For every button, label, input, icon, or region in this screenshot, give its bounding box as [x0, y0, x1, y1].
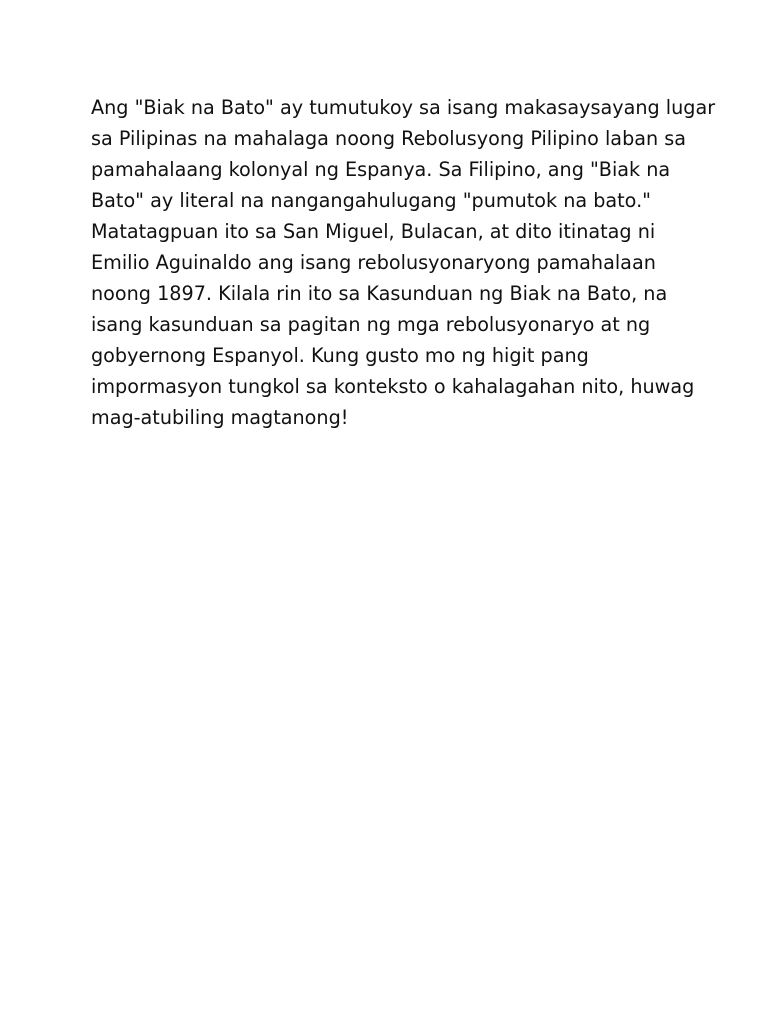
paragraph-line: pamahalaang kolonyal ng Espanya. Sa Filipino, ang "Biak na: [91, 158, 671, 181]
paragraph-line: mag-atubiling magtanong!: [91, 406, 349, 429]
paragraph-line: noong 1897. Kilala rin ito sa Kasunduan ng Biak na Bato, na: [91, 282, 668, 305]
paragraph-line: Ang "Biak na Bato" ay tumutukoy sa isang makasaysayang lugar: [91, 96, 716, 119]
paragraph-line: impormasyon tungkol sa konteksto o kahalagahan nito, huwag: [91, 375, 695, 398]
paragraph-line: Bato" ay literal na nangangahulugang "pumutok na bato.": [91, 189, 652, 212]
paragraph-line: isang kasunduan sa pagitan ng mga rebolusyonaryo at ng: [91, 313, 651, 336]
paragraph-line: gobyernong Espanyol. Kung gusto mo ng higit pang: [91, 344, 589, 367]
document-body: [91, 92, 716, 433]
paragraph-line: Matatagpuan ito sa San Miguel, Bulacan, at dito itinatag ni: [91, 220, 656, 243]
body-paragraph: [91, 92, 716, 433]
paragraph-line: Emilio Aguinaldo ang isang rebolusyonaryong pamahalaan: [91, 251, 656, 274]
paragraph-line: sa Pilipinas na mahalaga noong Rebolusyong Pilipino laban sa: [91, 127, 687, 150]
